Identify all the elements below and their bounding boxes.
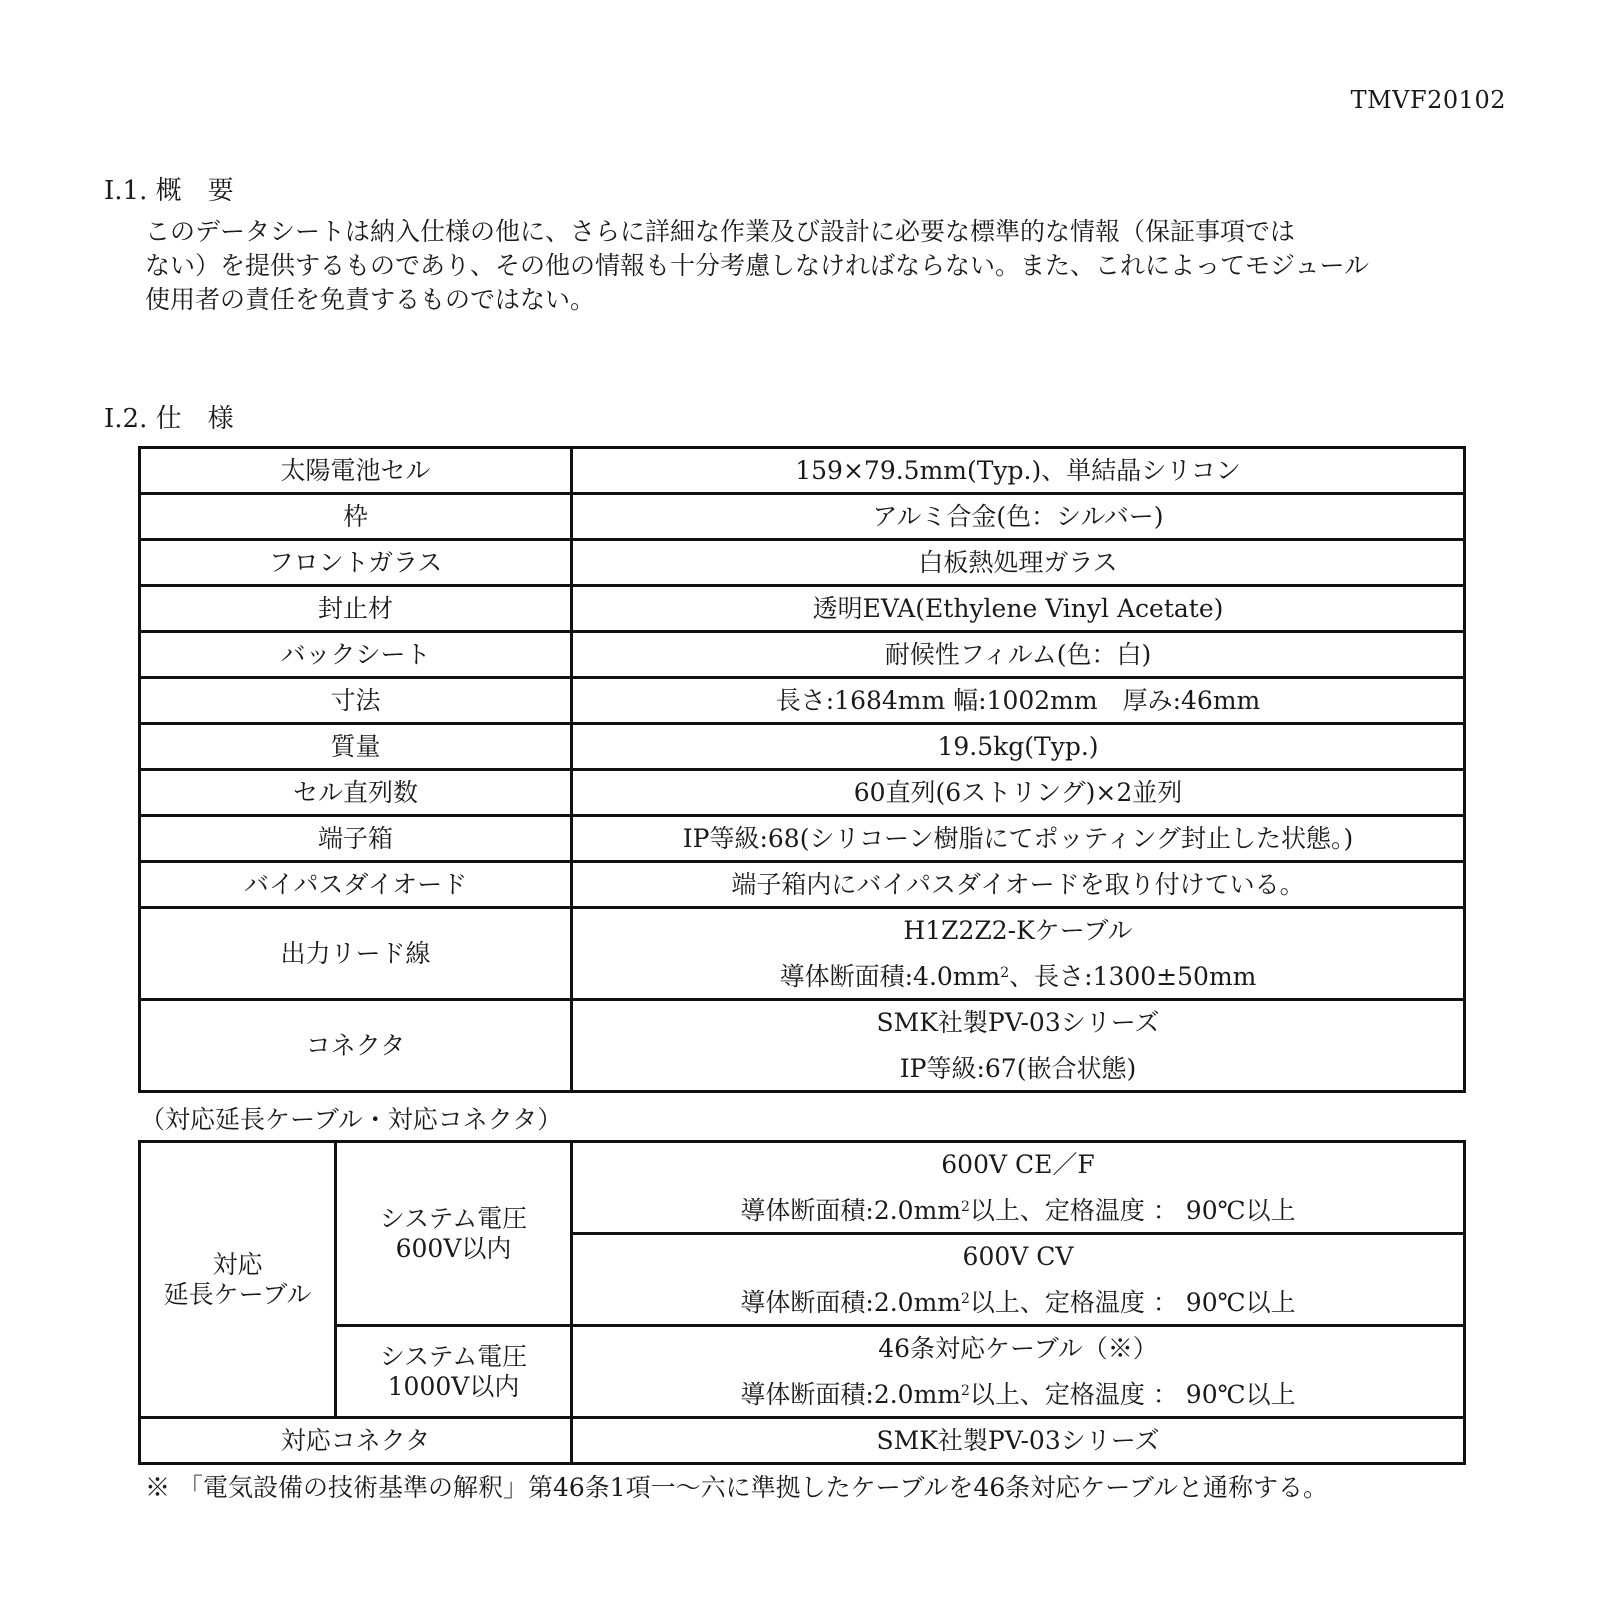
overview-line: ない）を提供するものであり、その他の情報も十分考慮しなければならない。また、これによってモジュール [145, 251, 1370, 280]
spec-label: 太陽電池セル [140, 448, 572, 494]
cable-spec-cell [572, 1326, 1465, 1418]
overview-line: 使用者の責任を免責するものではない。 [145, 285, 596, 314]
connector-ip-rating: IP等級:67(嵌合状態) [899, 1053, 1137, 1083]
cable-rating: 以上、定格温度 ： 90℃以上 [969, 1379, 1296, 1409]
cable-spec [579, 1196, 1457, 1226]
section-heading-overview: Ⅰ.1. 概 要 [104, 176, 234, 206]
spec-table [138, 446, 1466, 1093]
spec-value: 端子箱内にバイパスダイオードを取り付けている。 [572, 862, 1465, 908]
spec-value: アルミ合金(色：シルバー) [572, 494, 1465, 540]
spec-value: 白板熱処理ガラス [572, 540, 1465, 586]
spec-label: 出力リード線 [140, 908, 572, 1000]
spec-label: 封止材 [140, 586, 572, 632]
spec-label: 端子箱 [140, 816, 572, 862]
cable-type: 600V CV [962, 1241, 1074, 1271]
table-row [140, 448, 1465, 494]
table-row [140, 1142, 1465, 1234]
spec-value: 60直列(6ストリング)×2並列 [572, 770, 1465, 816]
footnote: ※ 「電気設備の技術基準の解釈」第46条1項一～六に準拠したケーブルを46条対応ケーブルと通称する。 [145, 1473, 1328, 1502]
system-voltage-600-label [336, 1142, 572, 1326]
lead-wire-area: 導体断面積:4.0mm [779, 961, 1001, 991]
compatible-connector-label: 対応コネクタ [140, 1418, 572, 1464]
compatible-connector-value: SMK社製PV-03シリーズ [572, 1418, 1465, 1464]
cable-rating: 以上、定格温度 ： 90℃以上 [969, 1195, 1296, 1225]
table-row [140, 586, 1465, 632]
table-row [140, 1000, 1465, 1092]
section-heading-specs: Ⅰ.2. 仕 様 [104, 404, 234, 434]
voltage-label-line: 1000V以内 [387, 1371, 520, 1401]
cable-type: 600V CE／F [941, 1149, 1095, 1179]
lead-wire-type: H1Z2Z2-Kケーブル [903, 915, 1133, 945]
superscript: 2 [960, 1290, 970, 1307]
spec-value: 耐候性フィルム(色：白) [572, 632, 1465, 678]
spec-label: バイパスダイオード [140, 862, 572, 908]
table-row [140, 724, 1465, 770]
spec-label: 質量 [140, 724, 572, 770]
group-label-line: 延長ケーブル [163, 1279, 312, 1309]
spec-label: フロントガラス [140, 540, 572, 586]
document-id: TMVF20102 [1350, 86, 1506, 114]
spec-label: コネクタ [140, 1000, 572, 1092]
cable-spec [579, 1288, 1457, 1318]
cable-spec-cell [572, 1142, 1465, 1234]
table-row [140, 770, 1465, 816]
cable-area: 導体断面積:2.0mm [740, 1195, 961, 1225]
spec-value [572, 908, 1465, 1000]
cable-spec [579, 1380, 1457, 1410]
table-row [140, 540, 1465, 586]
table-row [140, 862, 1465, 908]
superscript: 2 [960, 1382, 970, 1399]
table-row [140, 816, 1465, 862]
superscript: 2 [960, 1198, 970, 1215]
spec-label: セル直列数 [140, 770, 572, 816]
extension-table [138, 1140, 1466, 1465]
spec-value: 長さ:1684mm 幅:1002mm 厚み:46mm [572, 678, 1465, 724]
cable-spec-cell [572, 1234, 1465, 1326]
cable-rating: 以上、定格温度 ： 90℃以上 [969, 1287, 1296, 1317]
overview-paragraph [145, 215, 1475, 317]
connector-model: SMK社製PV-03シリーズ [876, 1007, 1160, 1037]
superscript: 2 [1000, 964, 1010, 981]
spec-value: 19.5kg(Typ.) [572, 724, 1465, 770]
lead-wire-spec [579, 962, 1457, 992]
voltage-label-line: システム電圧 [379, 1341, 528, 1371]
spec-label: 寸法 [140, 678, 572, 724]
cable-type: 46条対応ケーブル（※） [878, 1333, 1158, 1363]
overview-line: このデータシートは納入仕様の他に、さらに詳細な作業及び設計に必要な標準的な情報（保証事項では [145, 217, 1296, 246]
spec-label: バックシート [140, 632, 572, 678]
voltage-label-line: システム電圧 [379, 1203, 528, 1233]
spec-label: 枠 [140, 494, 572, 540]
table-row [140, 632, 1465, 678]
table-row [140, 494, 1465, 540]
table-row [140, 1418, 1465, 1464]
system-voltage-1000-label [336, 1326, 572, 1418]
extension-table-caption: （対応延長ケーブル・対応コネクタ） [140, 1105, 563, 1134]
spec-value [572, 1000, 1465, 1092]
table-row [140, 678, 1465, 724]
group-label-line: 対応 [212, 1249, 263, 1279]
table-row [140, 1326, 1465, 1418]
cable-area: 導体断面積:2.0mm [740, 1287, 961, 1317]
extension-cable-group-label [140, 1142, 336, 1418]
table-row [140, 908, 1465, 1000]
spec-value: 透明EVA(Ethylene Vinyl Acetate) [572, 586, 1465, 632]
voltage-label-line: 600V以内 [395, 1233, 512, 1263]
spec-value: IP等級:68(シリコーン樹脂にてポッティング封止した状態。) [572, 816, 1465, 862]
spec-value: 159×79.5mm(Typ.)、単結晶シリコン [572, 448, 1465, 494]
cable-area: 導体断面積:2.0mm [740, 1379, 961, 1409]
lead-wire-length: 、長さ:1300±50mm [1009, 961, 1257, 991]
